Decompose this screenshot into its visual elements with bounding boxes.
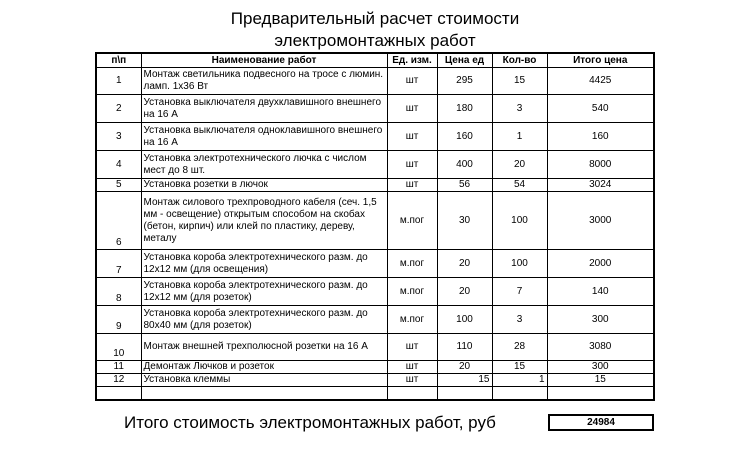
cell-qty: 15 <box>492 68 547 95</box>
cell-qty: 3 <box>492 306 547 334</box>
cell-price: 180 <box>437 95 492 123</box>
cell-unit: шт <box>387 334 437 361</box>
cell-name: Установка электротехнического лючка с числом мест до 8 шт. <box>141 151 387 179</box>
table-row <box>96 334 654 361</box>
cell-name: Монтаж внешней трехполюсной розетки на 16 А <box>141 334 387 361</box>
cell-name: Установка выключателя одноклавишного внешнего на 16 А <box>141 123 387 151</box>
cell-unit: м.пог <box>387 192 437 250</box>
table-row <box>96 306 654 334</box>
cell-qty: 28 <box>492 334 547 361</box>
cell-empty <box>492 387 547 400</box>
header-num: п\п <box>96 53 141 68</box>
cell-unit: шт <box>387 374 437 387</box>
cell-total: 3024 <box>547 179 654 192</box>
cell-num: 4 <box>96 151 141 179</box>
cell-name: Монтаж светильника подвесного на тросе с люмин. ламп. 1х36 Вт <box>141 68 387 95</box>
cell-unit: шт <box>387 123 437 151</box>
cell-empty <box>96 387 141 400</box>
cell-num: 2 <box>96 95 141 123</box>
cell-empty <box>141 387 387 400</box>
cell-unit: м.пог <box>387 250 437 278</box>
cell-total: 3080 <box>547 334 654 361</box>
table-row <box>96 374 654 387</box>
cell-price: 20 <box>437 250 492 278</box>
cell-num: 5 <box>96 179 141 192</box>
table-row <box>96 68 654 95</box>
cell-price: 160 <box>437 123 492 151</box>
cell-empty <box>547 387 654 400</box>
cell-unit: шт <box>387 68 437 95</box>
cell-price: 110 <box>437 334 492 361</box>
table-row <box>96 151 654 179</box>
cell-num: 12 <box>96 374 141 387</box>
cell-qty: 54 <box>492 179 547 192</box>
table-row <box>96 250 654 278</box>
cell-total: 15 <box>547 374 654 387</box>
cell-num: 7 <box>96 250 141 278</box>
cell-total: 4425 <box>547 68 654 95</box>
cell-total: 160 <box>547 123 654 151</box>
cell-name: Монтаж силового трехпроводного кабеля (сеч. 1,5 мм - освещение) открытым способом на скобах (бетон, кирпич) или клей по пластику, дереву, металу <box>141 192 387 250</box>
cell-unit: шт <box>387 151 437 179</box>
cell-name: Установка клеммы <box>141 374 387 387</box>
cell-price: 100 <box>437 306 492 334</box>
cell-qty: 20 <box>492 151 547 179</box>
cell-total: 140 <box>547 278 654 306</box>
cell-name: Установка короба электротехнического разм. до 80х40 мм (для розеток) <box>141 306 387 334</box>
cell-price: 56 <box>437 179 492 192</box>
cell-total: 8000 <box>547 151 654 179</box>
cell-price: 20 <box>437 361 492 374</box>
cell-total: 300 <box>547 306 654 334</box>
cell-qty: 3 <box>492 95 547 123</box>
table-row <box>96 361 654 374</box>
cell-empty <box>387 387 437 400</box>
cell-total: 540 <box>547 95 654 123</box>
cell-name: Установка короба электротехнического разм. до 12х12 мм (для розеток) <box>141 278 387 306</box>
cell-num: 10 <box>96 334 141 361</box>
cell-name: Установка короба электротехнического разм. до 12х12 мм (для освещения) <box>141 250 387 278</box>
cell-unit: м.пог <box>387 306 437 334</box>
cell-unit: м.пог <box>387 278 437 306</box>
cell-price: 15 <box>437 374 492 387</box>
cell-total: 3000 <box>547 192 654 250</box>
cell-qty: 15 <box>492 361 547 374</box>
cell-qty: 1 <box>492 123 547 151</box>
table-row <box>96 192 654 250</box>
cell-empty <box>437 387 492 400</box>
header-price: Цена ед <box>437 53 492 68</box>
cell-num: 1 <box>96 68 141 95</box>
table-row <box>96 278 654 306</box>
cell-unit: шт <box>387 179 437 192</box>
cell-num: 3 <box>96 123 141 151</box>
cell-unit: шт <box>387 361 437 374</box>
estimate-table <box>95 52 655 401</box>
cell-num: 6 <box>96 192 141 250</box>
cell-num: 9 <box>96 306 141 334</box>
cell-qty: 7 <box>492 278 547 306</box>
cell-qty: 100 <box>492 250 547 278</box>
table-row <box>96 179 654 192</box>
cell-name: Демонтаж Лючков и розеток <box>141 361 387 374</box>
cell-qty: 100 <box>492 192 547 250</box>
cell-unit: шт <box>387 95 437 123</box>
document-title-line2: электромонтажных работ <box>274 31 476 50</box>
cell-price: 30 <box>437 192 492 250</box>
cell-name: Установка выключателя двухклавишного внешнего на 16 А <box>141 95 387 123</box>
cell-total: 2000 <box>547 250 654 278</box>
summary-total-box: 24984 <box>548 414 654 431</box>
cell-num: 11 <box>96 361 141 374</box>
document-title-line1: Предварительный расчет стоимости <box>230 9 520 28</box>
cell-qty: 1 <box>492 374 547 387</box>
cell-price: 20 <box>437 278 492 306</box>
summary-label: Итого стоимость электромонтажных работ, руб <box>124 413 496 432</box>
header-qty: Кол-во <box>492 53 547 68</box>
table-row-empty <box>96 387 654 400</box>
table-row <box>96 95 654 123</box>
cell-name: Установка розетки в лючок <box>141 179 387 192</box>
table-row <box>96 123 654 151</box>
cell-total: 300 <box>547 361 654 374</box>
header-total: Итого цена <box>547 53 654 68</box>
cell-price: 400 <box>437 151 492 179</box>
table-header-row <box>96 53 654 68</box>
cell-num: 8 <box>96 278 141 306</box>
cell-price: 295 <box>437 68 492 95</box>
header-unit: Ед. изм. <box>387 53 437 68</box>
header-name: Наименование работ <box>141 53 387 68</box>
